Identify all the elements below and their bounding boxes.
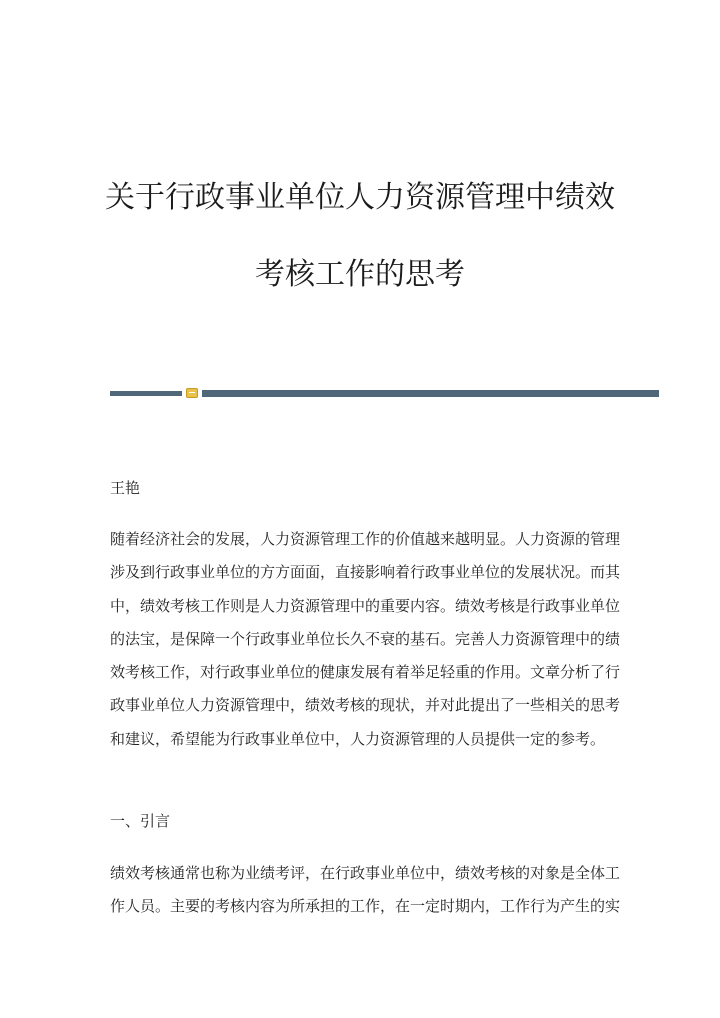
abstract-line: 中，绩效考核工作则是人力资源管理中的重要内容。绩效考核是行政事业单位 [110, 596, 621, 615]
divider-bar-left [110, 391, 182, 396]
abstract-line: 和建议，希望能为行政事业单位中，人力资源管理的人员提供一定的参考。 [110, 729, 606, 748]
abstract-line: 随着经济社会的发展，人力资源管理工作的价值越来越明显。人力资源的管理 [110, 530, 621, 548]
abstract-line: 的法宝，是保障一个行政事业单位长久不衰的基石。完善人力资源管理中的绩 [110, 629, 621, 648]
document-title-line-2: 考核工作的思考 [255, 257, 465, 292]
document-title-line-1: 关于行政事业单位人力资源管理中绩效 [105, 180, 615, 215]
intro-line: 绩效考核通常也称为业绩考评，在行政事业单位中，绩效考核的对象是全体工 [110, 864, 621, 882]
title-divider [110, 390, 659, 397]
divider-bar-right [202, 390, 659, 397]
abstract-line: 涉及到行政事业单位的方方面面，直接影响着行政事业单位的发展状况。而其 [110, 563, 621, 582]
author-name: 王艳 [110, 479, 141, 497]
intro-paragraph [110, 857, 621, 924]
abstract-line: 政事业单位人力资源管理中，绩效考核的现状，并对此提出了一些相关的思考 [110, 696, 621, 715]
intro-line: 作人员。主要的考核内容为所承担的工作，在一定时期内，工作行为产生的实 [110, 897, 621, 916]
section-heading: 一、引言 [110, 812, 171, 830]
abstract-paragraph [110, 523, 621, 756]
abstract-line: 效考核工作，对行政事业单位的健康发展有着举足轻重的作用。文章分析了行 [110, 663, 621, 682]
book-icon [186, 388, 198, 398]
